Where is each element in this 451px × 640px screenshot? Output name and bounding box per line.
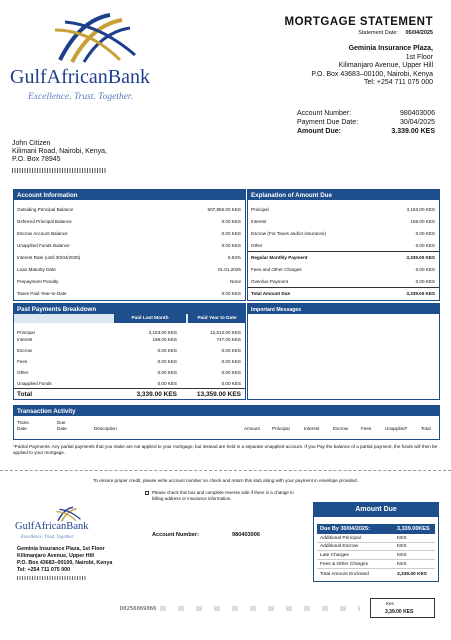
partial-payment-note: *Partial Payments: Any partial payments that you make are not applied to your mortgage, but instead are held in a separate unapplied account. If you Pay the balance of a partial payment, the funds will then be applied to your mortgage. (13, 444, 438, 455)
row-label: Other (17, 370, 29, 375)
stub-account-label: Account Number: (152, 532, 199, 538)
total-ytd: 13,359.00 KES (196, 391, 241, 398)
stub-row-label: Additional Principal (320, 536, 361, 541)
stub-account-number: 980403006 (232, 532, 260, 538)
transaction-col-fees: Fees (361, 426, 372, 431)
stub-total-label: Total Amount Enclosed (320, 572, 369, 577)
stub-total-row (317, 570, 435, 579)
row-value: 3,153.00 KES (406, 206, 435, 212)
row-value: 3,339.00 KES (406, 290, 435, 296)
row-ytd: 0.00 KES (221, 370, 241, 375)
stub-row (317, 552, 435, 560)
row-label: Principal (17, 329, 35, 335)
transaction-col-due-date: Due Date (57, 420, 67, 431)
row-value: None (230, 278, 241, 284)
account-number-label: Account Number: (297, 110, 352, 117)
account-number-value: 980403006 (399, 110, 435, 117)
row-label: Other (251, 242, 263, 248)
row-label: Outsiding Principal Balance (17, 206, 74, 212)
stub-row-value: KES (397, 544, 407, 549)
account-info-panel (13, 189, 246, 301)
transaction-col-interest: Interest (304, 426, 320, 431)
explanation-row (248, 287, 439, 299)
row-value: 0.00 KES (415, 230, 435, 236)
payment-due-value: 30/04/2025 (399, 119, 435, 126)
important-messages-panel (247, 303, 440, 400)
stub-total-value: 3,339.00 KES (397, 572, 427, 577)
row-label: Loan Maturity Date (17, 266, 56, 272)
row-label: Fees and Other Charges (251, 266, 302, 272)
row-label: Escrow Account Balance (17, 230, 68, 236)
account-info-row (14, 203, 245, 215)
bottom-label: Kes (386, 601, 394, 606)
row-value: 3,339.00 KES (406, 254, 435, 260)
stub-row (317, 561, 435, 569)
row-value: 0.00 KES (221, 218, 241, 224)
transaction-col-principal: Principal (272, 426, 290, 431)
row-label: Unapplied Funds Balance (17, 242, 70, 248)
stub-address-line: Kilimanjaro Avenue, Upper Hill (17, 553, 95, 559)
explanation-row (248, 215, 439, 227)
stub-row-label: Late Charges (320, 553, 349, 558)
barcode (12, 168, 107, 173)
summary-box (297, 110, 435, 137)
explanation-row (248, 263, 439, 275)
stub-bottom-amount (370, 598, 435, 618)
bank-address-line: P.O. Box 43683–00100, Nairobi, Kenya (311, 70, 433, 78)
bank-name: GulfAfricanBank (15, 521, 89, 532)
past-payments-panel (13, 303, 246, 400)
logo-swoosh-icon (50, 10, 150, 65)
bank-name: GulfAfricanBank (10, 66, 150, 88)
bank-address (311, 45, 433, 88)
account-info-row (14, 215, 245, 227)
account-info-row (14, 275, 245, 287)
stub-due-by-row (317, 524, 435, 534)
statement-date-label: Statement Date: (358, 30, 398, 36)
row-last: 0.00 KES (157, 348, 177, 353)
customer-address-line: Kilimani Road, Nairobi, Kenya, (12, 148, 107, 155)
transaction-title: Transaction Activity (14, 406, 439, 416)
col-header: Paid Last Month (131, 316, 169, 321)
past-payment-row (14, 346, 245, 355)
explanation-row (248, 239, 439, 251)
past-payment-row (14, 379, 245, 388)
stub-divider (0, 470, 451, 471)
past-payments-title: Past Payments Breakdown (14, 304, 245, 314)
row-label: Interest (17, 336, 33, 342)
stub-address-line: P.O. Box 43683–00100, Nairobi, Kenya (17, 560, 113, 566)
stub-address (17, 546, 112, 574)
row-label: Prepayment Penalty (17, 278, 59, 284)
payment-due-label: Payment Due Date: (297, 119, 359, 126)
row-last: 0.00 KES (157, 381, 177, 386)
customer-name: John Citizen (12, 140, 51, 147)
bank-address-line: Geminia Insurance Plaza, (348, 45, 433, 52)
stub-row-value: KES (397, 536, 407, 541)
stub-row-value: KES (397, 562, 407, 567)
row-label: Total Amount Due (251, 290, 291, 296)
account-info-row (14, 251, 245, 263)
past-payment-row (14, 335, 245, 343)
bank-logo (10, 10, 180, 110)
account-info-row (14, 287, 245, 299)
row-label: Unapplied Funds (17, 381, 52, 386)
row-label: Regular Monthly Payment (251, 254, 308, 260)
row-label: Deferred Principal Balance (17, 218, 72, 224)
stub-address-line: Geminia Insurance Plaza, 1st Floor (17, 546, 105, 552)
row-label: Interest (251, 218, 267, 224)
col-header: Paid Year to Date (197, 316, 237, 321)
row-last: 186.00 KES (152, 336, 177, 342)
bank-address-line: Tel: +254 711 075 000 (364, 79, 433, 86)
row-label: Taxes Paid Year-to-Date (17, 290, 67, 296)
stub-address-line: Tel: +254 711 075 000 (17, 567, 71, 573)
row-label: Principal (251, 206, 269, 212)
bottom-value: 3,39.00 KES (385, 609, 414, 615)
bank-address-line: Kilimanjaro Avenue, Upper Hill (338, 62, 433, 69)
bank-tagline: Excellence. Trust. Together. (21, 535, 74, 540)
past-payment-row (14, 368, 245, 377)
row-value: 0.00 KES (221, 230, 241, 236)
row-label: Escrow (For Taxes and/or insurance) (251, 230, 326, 236)
total-label: Total (17, 391, 33, 398)
account-info-row (14, 263, 245, 275)
transaction-col-trans-date: Trans. Date (17, 420, 30, 431)
explanation-panel (247, 189, 440, 301)
statement-date-value: 05/04/2025 (405, 30, 433, 36)
explanation-row (248, 203, 439, 215)
past-payment-row (14, 357, 245, 366)
explanation-row (248, 275, 439, 287)
row-last: 3,153.00 KES (148, 329, 177, 335)
row-value: 01.01.2025 (218, 266, 241, 272)
transaction-panel (13, 405, 440, 440)
stub-row-label: Additional Escrow (320, 544, 359, 549)
statement-date (358, 30, 433, 36)
row-label: Interest Rate (until 30/04/2025) (17, 254, 81, 260)
transaction-col-amount: Amount (244, 426, 260, 431)
address-change-text: Please check this box and complete reverse side if there is a change in billing address or insurance information. (152, 490, 294, 501)
paid-ytd-header (188, 314, 246, 323)
past-payment-total (14, 389, 245, 400)
stub-row (317, 535, 435, 543)
amount-due-value: 3.339.00 KES (391, 128, 435, 135)
stub-barcode (17, 576, 87, 580)
transaction-col-escrow: Escrow (333, 426, 349, 431)
micr-line: D0256069066 (120, 606, 157, 612)
account-info-row (14, 227, 245, 239)
stub-row-label: Fees & Other Charges (320, 562, 368, 567)
paid-last-month-header (114, 314, 186, 323)
stub-row-value: KES (397, 553, 407, 558)
customer-address (12, 140, 107, 164)
row-label: Overdue Payment (251, 278, 289, 284)
row-value: 0.00 KES (415, 266, 435, 272)
explanation-title: Explanation of Amount Due (248, 190, 439, 200)
row-value: 5.93% (227, 254, 241, 260)
stub-row (317, 543, 435, 551)
explanation-row (248, 227, 439, 239)
bank-tagline: Excellence. Trust. Together. (28, 92, 133, 102)
due-by-value: 3,339.00KES (397, 526, 430, 532)
due-by-label: Due By 30/04/2025: (320, 526, 370, 532)
row-value: 0.00 KES (415, 242, 435, 248)
row-value: 0.00 KES (221, 242, 241, 248)
statement-title: MORTGAGE STATEMENT (284, 16, 433, 28)
bank-address-line: 1st Floor (405, 53, 433, 61)
transaction-col-total: Total (421, 426, 431, 431)
stub-logo (15, 503, 135, 551)
transaction-col-unapplied: Unapplied* (385, 426, 408, 431)
customer-address-line: P.O. Box 78945 (12, 156, 61, 163)
row-ytd: 12,612.00 KES (210, 329, 241, 335)
row-last: 0.00 KES (157, 359, 177, 364)
row-value: 507,855.00 KES (207, 206, 241, 212)
stub-amount-due-title: Amount Due (314, 503, 438, 517)
explanation-row (248, 251, 439, 263)
total-last: 3,339.00 KES (136, 391, 177, 398)
row-value: 0.00 KES (415, 278, 435, 284)
amount-due-label: Amount Due: (297, 128, 341, 135)
address-change-checkbox[interactable] (145, 491, 149, 495)
stub-amount-due-box (313, 502, 439, 582)
row-label: Fees (17, 359, 28, 364)
row-ytd: 0.00 KES (221, 359, 241, 364)
row-last: 0.00 KES (157, 370, 177, 375)
transaction-col-description: Description (94, 426, 117, 431)
row-ytd: 0.00 KES (221, 348, 241, 353)
row-value: 0.00 KES (221, 290, 241, 296)
row-ytd: 747.00 KES (216, 336, 241, 342)
account-info-title: Account Information (14, 190, 245, 200)
important-messages-title: Important Messages (248, 304, 439, 314)
micr-blur (160, 606, 360, 611)
account-info-row (14, 239, 245, 251)
stub-instruction: To ensure proper credit, please write account number on check and return this stub along with your payment in envelope provided. (93, 478, 358, 483)
row-ytd: 0.00 KES (221, 381, 241, 386)
row-value: 186.00 KES (410, 218, 435, 224)
row-label: Escrow (17, 348, 33, 353)
